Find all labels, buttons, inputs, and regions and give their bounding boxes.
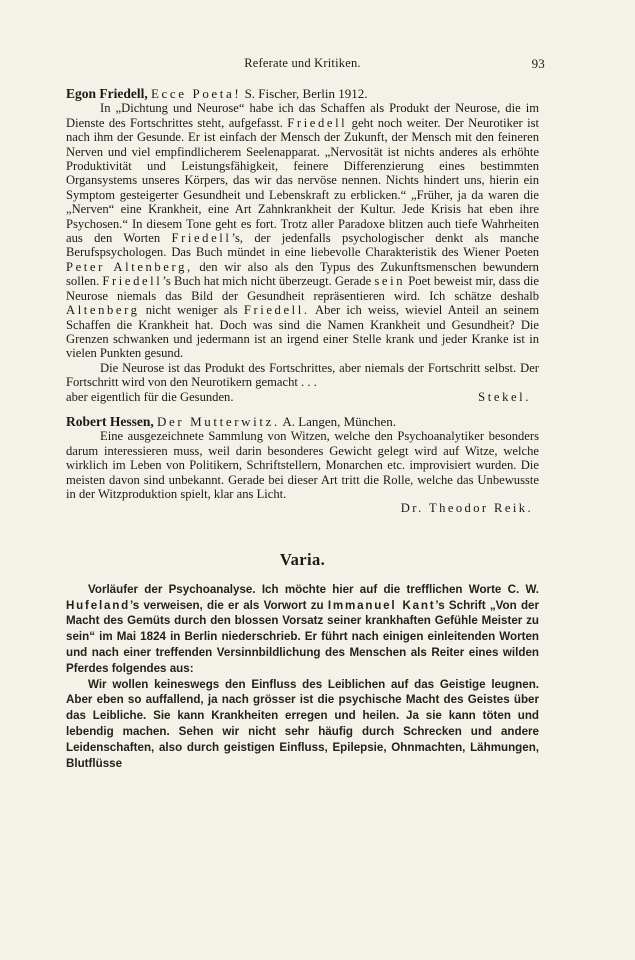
review-publisher: S. Fischer, Berlin 1912. bbox=[244, 86, 368, 101]
spaced-name: Friedell bbox=[171, 231, 232, 246]
review-publisher: A. Langen, München. bbox=[282, 413, 397, 429]
review-heading bbox=[66, 415, 539, 429]
reviewer-signature: Stekel. bbox=[478, 389, 531, 404]
spaced-name: Friedell bbox=[287, 115, 348, 130]
review-paragraph: Eine ausgezeichnete Sammlung von Witzen, welche den Psychoanalytiker besonders darum interessieren muss, weil darin besonderes Gewicht gelegt wird auf Witze, welche wirklich im Leben von Politikern, Schriftstellern, Monarchen etc. improvisiert wurden. Die meisten davon sind unbekannt. Gerade bei dieser Art tritt die Rolle, welche das Unbewusste in der Witzproduktion spielt, klar ans Licht. bbox=[66, 429, 539, 501]
running-header bbox=[66, 56, 545, 76]
review-author: Robert Hessen, bbox=[66, 413, 154, 429]
spaced-name: Friedell. bbox=[243, 303, 310, 318]
spaced-name: Altenberg bbox=[66, 303, 140, 318]
varia-paragraph: Vorläufer der Psychoanalyse. Ich möchte hier auf die trefflichen Worte C. W. Hufeland’s verweisen, die er als Vorwort zu Immanuel Kant’s Schrift „Von der Macht des Gemüts durch den blossen Vorsatz seiner krankhaften Gefühle Meister zu sein“ im Mai 1824 in Berlin niederschrieb. Er führt nach einigen einleitenden Worten und nach einer treffenden Versinnbildlichung des Menschen als Reiter eines wilden Pferdes folgendes aus: bbox=[66, 582, 539, 675]
review-author: Egon Friedell, bbox=[66, 86, 148, 101]
varia-subheading: Vorläufer der Psychoanalyse. bbox=[88, 582, 256, 596]
reviewer-signature: Dr. Theodor Reik. bbox=[400, 501, 533, 516]
spaced-word: sein bbox=[374, 274, 406, 289]
review-heading bbox=[66, 87, 539, 101]
section-title: Varia. bbox=[279, 549, 326, 569]
spaced-name: Peter Altenberg, bbox=[66, 259, 193, 274]
spaced-name: Friedell bbox=[102, 274, 163, 289]
review-book-title: Ecce Poeta! bbox=[151, 86, 242, 101]
spaced-name: Immanuel Kant bbox=[327, 598, 436, 612]
closing-line: aber eigentlich für die Gesunden. Stekel. bbox=[66, 390, 539, 404]
running-title: Referate und Kritiken. bbox=[244, 56, 361, 70]
review-paragraph: Die Neurose ist das Produkt des Fortschrittes, aber niemals der Fortschritt selbst. Der Fortschritt wird von den Neurotikern gemacht . . . bbox=[66, 360, 539, 390]
varia-section bbox=[66, 582, 539, 772]
review-book-title: Der Mutterwitz. bbox=[157, 413, 280, 429]
page-number: 93 bbox=[531, 56, 545, 71]
review-friedell bbox=[66, 87, 539, 404]
review-hessen bbox=[66, 415, 539, 516]
review-paragraph: In „Dichtung und Neurose“ habe ich das Schaffen als Produkt der Neurose, die im Dienste des Fortschrittes steht, aufgefasst. Friedell geht noch weiter. Der Neurotiker ist nach ihm der Gesunde. Er ist einfach der Mensch der Zukunft, der Mensch mit den feineren Nerven und viel empfindlicherem Seelenapparat. „Nervosität ist nichts anderes als erhöhte Produktivität und Leistungsfähigkeit, feinere Differenzierung eines bestimmten Organsystems unseres Körpers, das wir das nervöse nennen. Nichts hindert uns, hierin ein Symptom gesteigerter Gesundheit und Lebenskraft zu erblicken.“ „Früher, ja da waren die „Nerven“ eine Krankheit, eine Art Zahnkrankheit der Kultur. Jede Krisis hat eben ihre Psychosen.“ In diesem Tone geht es fort. Trotz aller Paradoxe blitzen auch tiefe Wahrheiten aus den Worten Friedell’s, der jedenfalls psychologischer denkt als manche Berufspsychologen. Das Buch mündet in eine liebevolle Charakteristik des Wiener Poeten Peter Altenberg, den wir also als den Typus des Zukunftsmenschen bewundern sollen. Friedell’s Buch hat mich nicht überzeugt. Gerade sein Poet beweist mir, dass die Neurose niemals das Bild der Gesundheit repräsentieren wird. Ich schätze deshalb Altenberg nicht weniger als Friedell. Aber ich weiss, wieviel Anteil an seinem Schaffen die Krankheit hat. Doch was sind die Namen Krankheit und Gesundheit? Die Grenzen schwanken und jedermann ist an irgend einer Stelle krank und jeder Kranke ist in vielen Punkten gesund. bbox=[66, 101, 540, 361]
spaced-name: Hufeland bbox=[66, 598, 130, 612]
varia-paragraph: Wir wollen keineswegs den Einfluss des Leiblichen auf das Geistige leugnen. Aber eben so auffallend, ja nach grösser ist die psychische Macht des Geistes über das Leibliche. Sie kann Krankheiten erregen und heilen. Ja sie kann töten und lebendig machen. Sehen wir nicht sehr häufig durch Schrecken und andere Leidenschaften, also durch geistigen Einfluss, Epilepsie, Ohnmachten, Lähmungen, Blutflüsse bbox=[66, 677, 539, 770]
